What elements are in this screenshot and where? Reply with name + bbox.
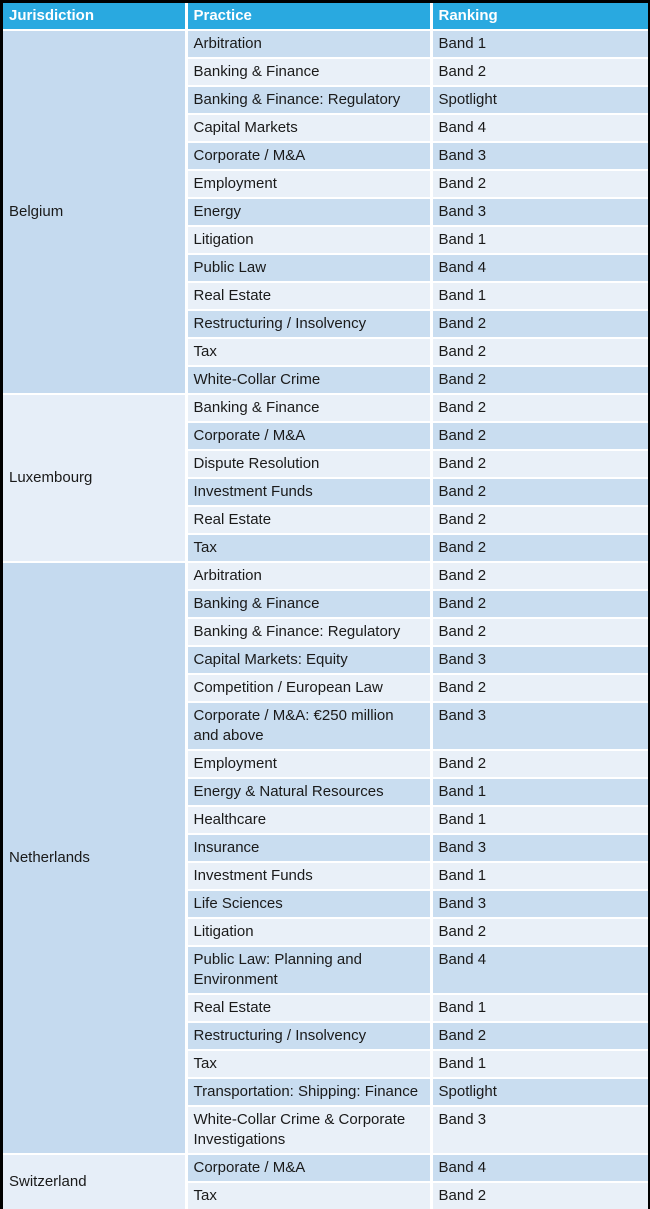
- practice-cell: Public Law: [186, 254, 431, 282]
- practice-cell: Banking & Finance: Regulatory: [186, 618, 431, 646]
- practice-cell: Tax: [186, 534, 431, 562]
- ranking-cell: Band 2: [431, 422, 648, 450]
- practice-cell: Healthcare: [186, 806, 431, 834]
- practice-cell: Arbitration: [186, 562, 431, 590]
- practice-cell: Banking & Finance: [186, 394, 431, 422]
- practice-cell: Life Sciences: [186, 890, 431, 918]
- practice-cell: Tax: [186, 338, 431, 366]
- jurisdiction-cell: Switzerland: [3, 1154, 186, 1209]
- practice-cell: Energy & Natural Resources: [186, 778, 431, 806]
- column-header-practice: Practice: [186, 3, 431, 30]
- header-row: [3, 3, 648, 30]
- practice-cell: Dispute Resolution: [186, 450, 431, 478]
- ranking-cell: Band 3: [431, 1106, 648, 1154]
- ranking-cell: Band 1: [431, 806, 648, 834]
- practice-cell: Capital Markets: Equity: [186, 646, 431, 674]
- practice-cell: White-Collar Crime: [186, 366, 431, 394]
- jurisdiction-cell: Belgium: [3, 30, 186, 394]
- rankings-table: [3, 3, 648, 1209]
- practice-cell: Litigation: [186, 226, 431, 254]
- practice-cell: Public Law: Planning and Environment: [186, 946, 431, 994]
- ranking-cell: Band 2: [431, 1022, 648, 1050]
- ranking-cell: Band 2: [431, 506, 648, 534]
- ranking-cell: Band 3: [431, 646, 648, 674]
- practice-cell: Real Estate: [186, 282, 431, 310]
- ranking-cell: Band 2: [431, 366, 648, 394]
- ranking-cell: Band 2: [431, 750, 648, 778]
- practice-cell: Transportation: Shipping: Finance: [186, 1078, 431, 1106]
- table-body: [3, 30, 648, 1209]
- ranking-cell: Band 2: [431, 450, 648, 478]
- practice-cell: Restructuring / Insolvency: [186, 1022, 431, 1050]
- ranking-cell: Band 1: [431, 994, 648, 1022]
- practice-cell: Banking & Finance: [186, 590, 431, 618]
- practice-cell: Insurance: [186, 834, 431, 862]
- practice-cell: Restructuring / Insolvency: [186, 310, 431, 338]
- ranking-cell: Band 2: [431, 478, 648, 506]
- ranking-cell: Band 2: [431, 618, 648, 646]
- practice-cell: Corporate / M&A: [186, 422, 431, 450]
- practice-cell: Real Estate: [186, 506, 431, 534]
- ranking-cell: Band 1: [431, 282, 648, 310]
- ranking-cell: Band 2: [431, 338, 648, 366]
- ranking-cell: Band 4: [431, 254, 648, 282]
- practice-cell: Real Estate: [186, 994, 431, 1022]
- practice-cell: Corporate / M&A: [186, 1154, 431, 1182]
- ranking-cell: Band 4: [431, 1154, 648, 1182]
- jurisdiction-cell: Luxembourg: [3, 394, 186, 562]
- ranking-cell: Band 2: [431, 674, 648, 702]
- practice-cell: Banking & Finance: Regulatory: [186, 86, 431, 114]
- ranking-cell: Band 2: [431, 590, 648, 618]
- practice-cell: Employment: [186, 170, 431, 198]
- ranking-cell: Band 2: [431, 1182, 648, 1209]
- practice-cell: Corporate / M&A: [186, 142, 431, 170]
- ranking-cell: Band 1: [431, 30, 648, 58]
- ranking-cell: Band 3: [431, 702, 648, 750]
- table-row: [3, 394, 648, 422]
- ranking-cell: Band 4: [431, 114, 648, 142]
- column-header-ranking: Ranking: [431, 3, 648, 30]
- ranking-cell: Band 2: [431, 310, 648, 338]
- ranking-cell: Band 3: [431, 198, 648, 226]
- practice-cell: Banking & Finance: [186, 58, 431, 86]
- ranking-cell: Band 4: [431, 946, 648, 994]
- ranking-cell: Band 1: [431, 1050, 648, 1078]
- ranking-cell: Band 3: [431, 142, 648, 170]
- practice-cell: White-Collar Crime & Corporate Investigations: [186, 1106, 431, 1154]
- ranking-cell: Band 2: [431, 394, 648, 422]
- column-header-jurisdiction: Jurisdiction: [3, 3, 186, 30]
- table-row: [3, 30, 648, 58]
- ranking-cell: Band 2: [431, 58, 648, 86]
- practice-cell: Arbitration: [186, 30, 431, 58]
- practice-cell: Competition / European Law: [186, 674, 431, 702]
- ranking-cell: Band 2: [431, 562, 648, 590]
- ranking-cell: Band 3: [431, 834, 648, 862]
- practice-cell: Investment Funds: [186, 862, 431, 890]
- table-row: [3, 1154, 648, 1182]
- practice-cell: Tax: [186, 1182, 431, 1209]
- ranking-cell: Band 3: [431, 890, 648, 918]
- practice-cell: Employment: [186, 750, 431, 778]
- table-row: [3, 562, 648, 590]
- ranking-cell: Band 1: [431, 226, 648, 254]
- ranking-cell: Spotlight: [431, 1078, 648, 1106]
- ranking-cell: Band 1: [431, 778, 648, 806]
- practice-cell: Energy: [186, 198, 431, 226]
- practice-cell: Capital Markets: [186, 114, 431, 142]
- practice-cell: Investment Funds: [186, 478, 431, 506]
- ranking-cell: Band 1: [431, 862, 648, 890]
- ranking-cell: Band 2: [431, 170, 648, 198]
- jurisdiction-cell: Netherlands: [3, 562, 186, 1154]
- practice-cell: Tax: [186, 1050, 431, 1078]
- ranking-cell: Spotlight: [431, 86, 648, 114]
- ranking-cell: Band 2: [431, 918, 648, 946]
- practice-cell: Litigation: [186, 918, 431, 946]
- practice-cell: Corporate / M&A: €250 million and above: [186, 702, 431, 750]
- ranking-cell: Band 2: [431, 534, 648, 562]
